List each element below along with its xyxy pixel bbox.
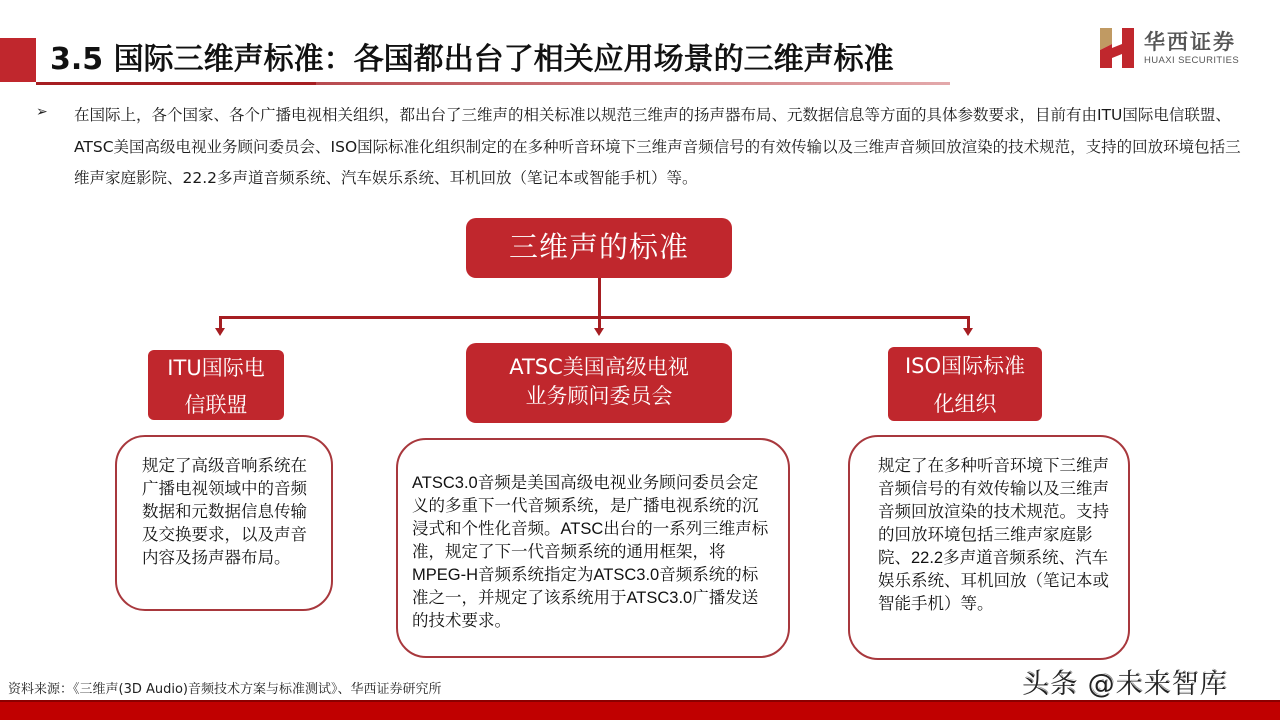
- arrow-down-icon: [963, 328, 973, 336]
- node-iso: [888, 347, 1042, 421]
- intro-text: 在国际上，各个国家、各个广播电视相关组织，都出台了三维声的相关标准以规范三维声的扬声器布局、元数据信息等方面的具体参数要求，目前有由ITU国际电信联盟、ATSC美国高级电视业务顾问委员会、ISO国际标准化组织制定的在多种听音环境下三维声音频信号的有效传输以及三维声音频回放渲染的技术规范，支持的回放环境包括三维声家庭影院、22.2多声道音频系统、汽车娱乐系统、耳机回放（笔记本或智能手机）等。: [74, 106, 1241, 187]
- node-itu-line1: ITU国际电: [167, 356, 265, 380]
- arrow-down-icon: [594, 328, 604, 336]
- description-itu: 规定了高级音响系统在广播电视领域中的音频数据和元数据信息传输及交换要求，以及声音内容及扬声器布局。: [115, 435, 333, 611]
- node-atsc-line2: 业务顾问委员会: [525, 384, 673, 408]
- title-underline-fade: [316, 82, 950, 85]
- node-atsc-line1: ATSC美国高级电视: [509, 355, 689, 379]
- node-iso-line1: ISO国际标准: [904, 354, 1026, 378]
- connector-root-down: [598, 278, 601, 318]
- node-iso-line2: 化组织: [933, 392, 997, 416]
- title-underline: [36, 82, 316, 85]
- huaxi-h-logo-icon: [1100, 28, 1136, 68]
- watermark: 头条 @未来智库: [1022, 669, 1228, 700]
- description-iso: 规定了在多种听音环境下三维声音频信号的有效传输以及三维声音频回放渲染的技术规范。支持的回放环境包括三维声家庭影院、22.2多声道音频系统、汽车娱乐系统、耳机回放（笔记本或智能手机）等。: [848, 435, 1130, 660]
- arrow-down-icon: [215, 328, 225, 336]
- logo-name-en: HUAXI SECURITIES: [1144, 55, 1240, 66]
- title-accent-bar: [0, 38, 36, 82]
- page-title: 3.5 国际三维声标准：各国都出台了相关应用场景的三维声标准: [50, 42, 894, 77]
- company-logo: [1100, 26, 1260, 70]
- source-citation: 资料来源：《三维声(3D Audio)音频技术方案与标准测试》、华西证券研究所: [8, 682, 442, 697]
- logo-name-cn: 华西证券: [1144, 29, 1236, 54]
- node-atsc: [466, 343, 732, 423]
- arrow-bullet-icon: ➢: [36, 104, 48, 120]
- connector-horizontal: [219, 316, 970, 319]
- node-itu-line2: 信联盟: [184, 393, 248, 417]
- root-node-3d-audio-standards: 三维声的标准: [466, 218, 732, 278]
- node-itu: [148, 350, 284, 420]
- description-atsc: ATSC3.0音频是美国高级电视业务顾问委员会定义的多重下一代音频系统，是广播电视系统的沉浸式和个性化音频。ATSC出台的一系列三维声标准，规定了下一代音频系统的通用框架，将MPEG-H音频系统指定为ATSC3.0音频系统的标准之一，并规定了该系统用于ATSC3.0广播发送的技术要求。: [396, 438, 790, 658]
- footer-bar: [0, 700, 1280, 720]
